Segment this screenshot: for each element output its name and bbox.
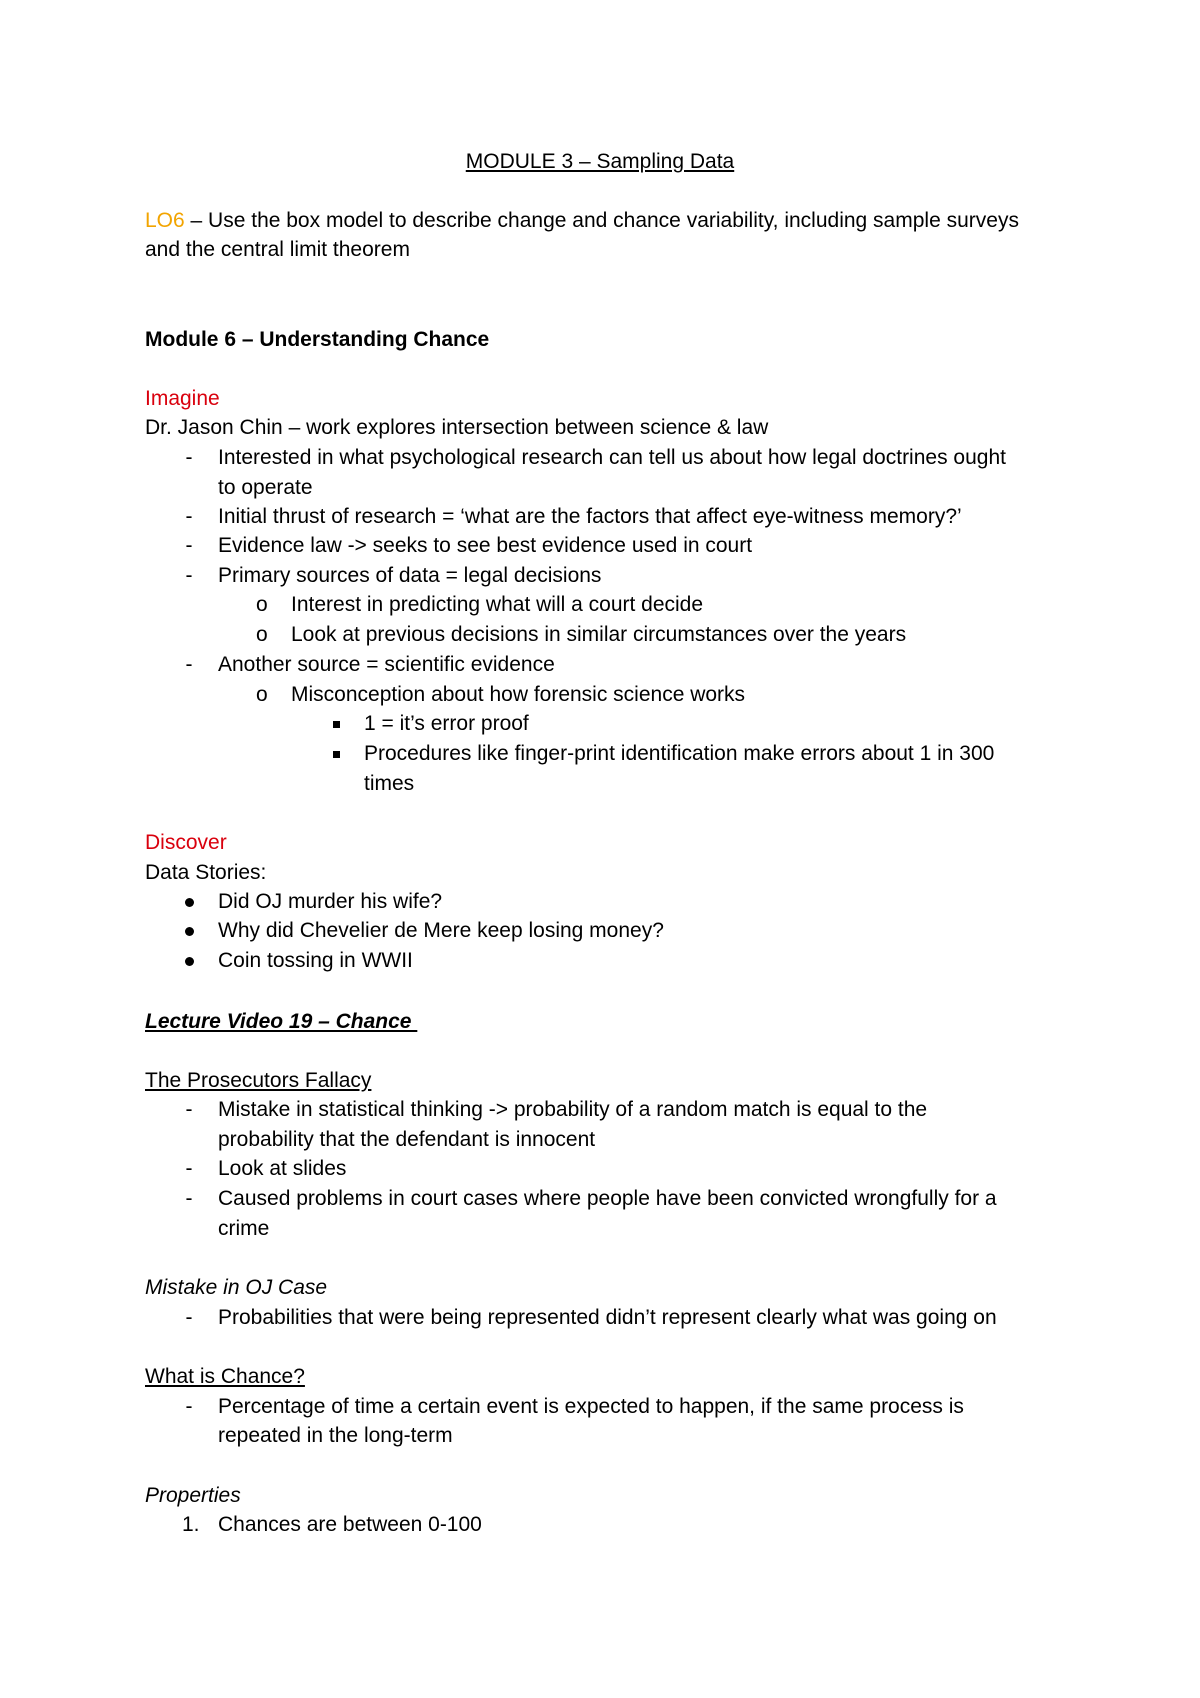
bullet-dash: - <box>185 1187 193 1210</box>
list-item: Caused problems in court cases where people have been convicted wrongfully for a <box>218 1187 997 1210</box>
section-heading-imagine: Imagine <box>145 387 220 410</box>
list-item: Percentage of time a certain event is expected to happen, if the same process is <box>218 1395 964 1418</box>
bullet-dash: - <box>185 534 193 557</box>
subheading-oj-case: Mistake in OJ Case <box>145 1276 328 1299</box>
learning-outcome-cont: and the central limit theorem <box>145 238 410 261</box>
bullet-o: o <box>256 593 268 616</box>
learning-outcome <box>145 207 1019 235</box>
bullet-dash: - <box>185 446 193 469</box>
list-item: Probabilities that were being represented didn’t represent clearly what was going on <box>218 1306 997 1329</box>
subheading-properties: Properties <box>145 1484 241 1507</box>
bullet-dash: - <box>185 564 193 587</box>
square-bullet-icon <box>333 721 340 728</box>
list-item: Initial thrust of research = ‘what are the factors that affect eye-witness memory?’ <box>218 505 962 528</box>
list-item-cont: repeated in the long-term <box>218 1424 453 1447</box>
sub-sub-list-item: Procedures like finger-print identification make errors about 1 in 300 <box>364 742 995 765</box>
bullet-o: o <box>256 623 268 646</box>
bullet-dash: - <box>185 1306 193 1329</box>
bullet-o: o <box>256 683 268 706</box>
sub-list-item: Look at previous decisions in similar circumstances over the years <box>291 623 907 646</box>
lecture-heading: Lecture Video 19 – Chance <box>145 1010 418 1033</box>
list-item: Interested in what psychological research can tell us about how legal doctrines ought <box>218 446 1006 469</box>
sub-sub-list-item: 1 = it’s error proof <box>364 712 529 735</box>
sub-list-item: Misconception about how forensic science works <box>291 683 746 706</box>
document-title: MODULE 3 – Sampling Data <box>465 150 735 173</box>
list-item: Chances are between 0-100 <box>218 1513 482 1536</box>
bullet-dash: - <box>185 653 193 676</box>
square-bullet-icon <box>333 751 340 758</box>
list-item: Coin tossing in WWII <box>218 949 413 972</box>
bullet-dash: - <box>185 1395 193 1418</box>
lo-text: – Use the box model to describe change and chance variability, including sample surveys <box>184 209 1019 232</box>
bullet-dot-icon <box>185 898 194 907</box>
sub-list-item: Interest in predicting what will a court decide <box>291 593 704 616</box>
list-item: Look at slides <box>218 1157 347 1180</box>
bullet-dash: - <box>185 505 193 528</box>
list-item: Did OJ murder his wife? <box>218 890 443 913</box>
imagine-intro: Dr. Jason Chin – work explores intersection between science & law <box>145 416 769 439</box>
lo-code: LO6 <box>145 209 185 232</box>
list-item-cont: to operate <box>218 476 313 499</box>
list-item: Why did Chevelier de Mere keep losing money? <box>218 919 664 942</box>
list-number: 1. <box>182 1513 200 1536</box>
subheading-what-is-chance: What is Chance? <box>145 1365 305 1388</box>
list-item: Evidence law -> seeks to see best evidence used in court <box>218 534 753 557</box>
module-heading: Module 6 – Understanding Chance <box>145 328 490 351</box>
list-item-cont: probability that the defendant is innocent <box>218 1128 596 1151</box>
bullet-dash: - <box>185 1157 193 1180</box>
bullet-dot-icon <box>185 957 194 966</box>
section-heading-discover: Discover <box>145 831 227 854</box>
list-item: Mistake in statistical thinking -> probability of a random match is equal to the <box>218 1098 928 1121</box>
list-item-cont: crime <box>218 1217 270 1240</box>
bullet-dash: - <box>185 1098 193 1121</box>
discover-intro: Data Stories: <box>145 861 267 884</box>
sub-sub-list-item-cont: times <box>364 772 415 795</box>
subheading-prosecutors-fallacy: The Prosecutors Fallacy <box>145 1069 372 1092</box>
bullet-dot-icon <box>185 927 194 936</box>
list-item: Another source = scientific evidence <box>218 653 555 676</box>
list-item: Primary sources of data = legal decisions <box>218 564 602 587</box>
